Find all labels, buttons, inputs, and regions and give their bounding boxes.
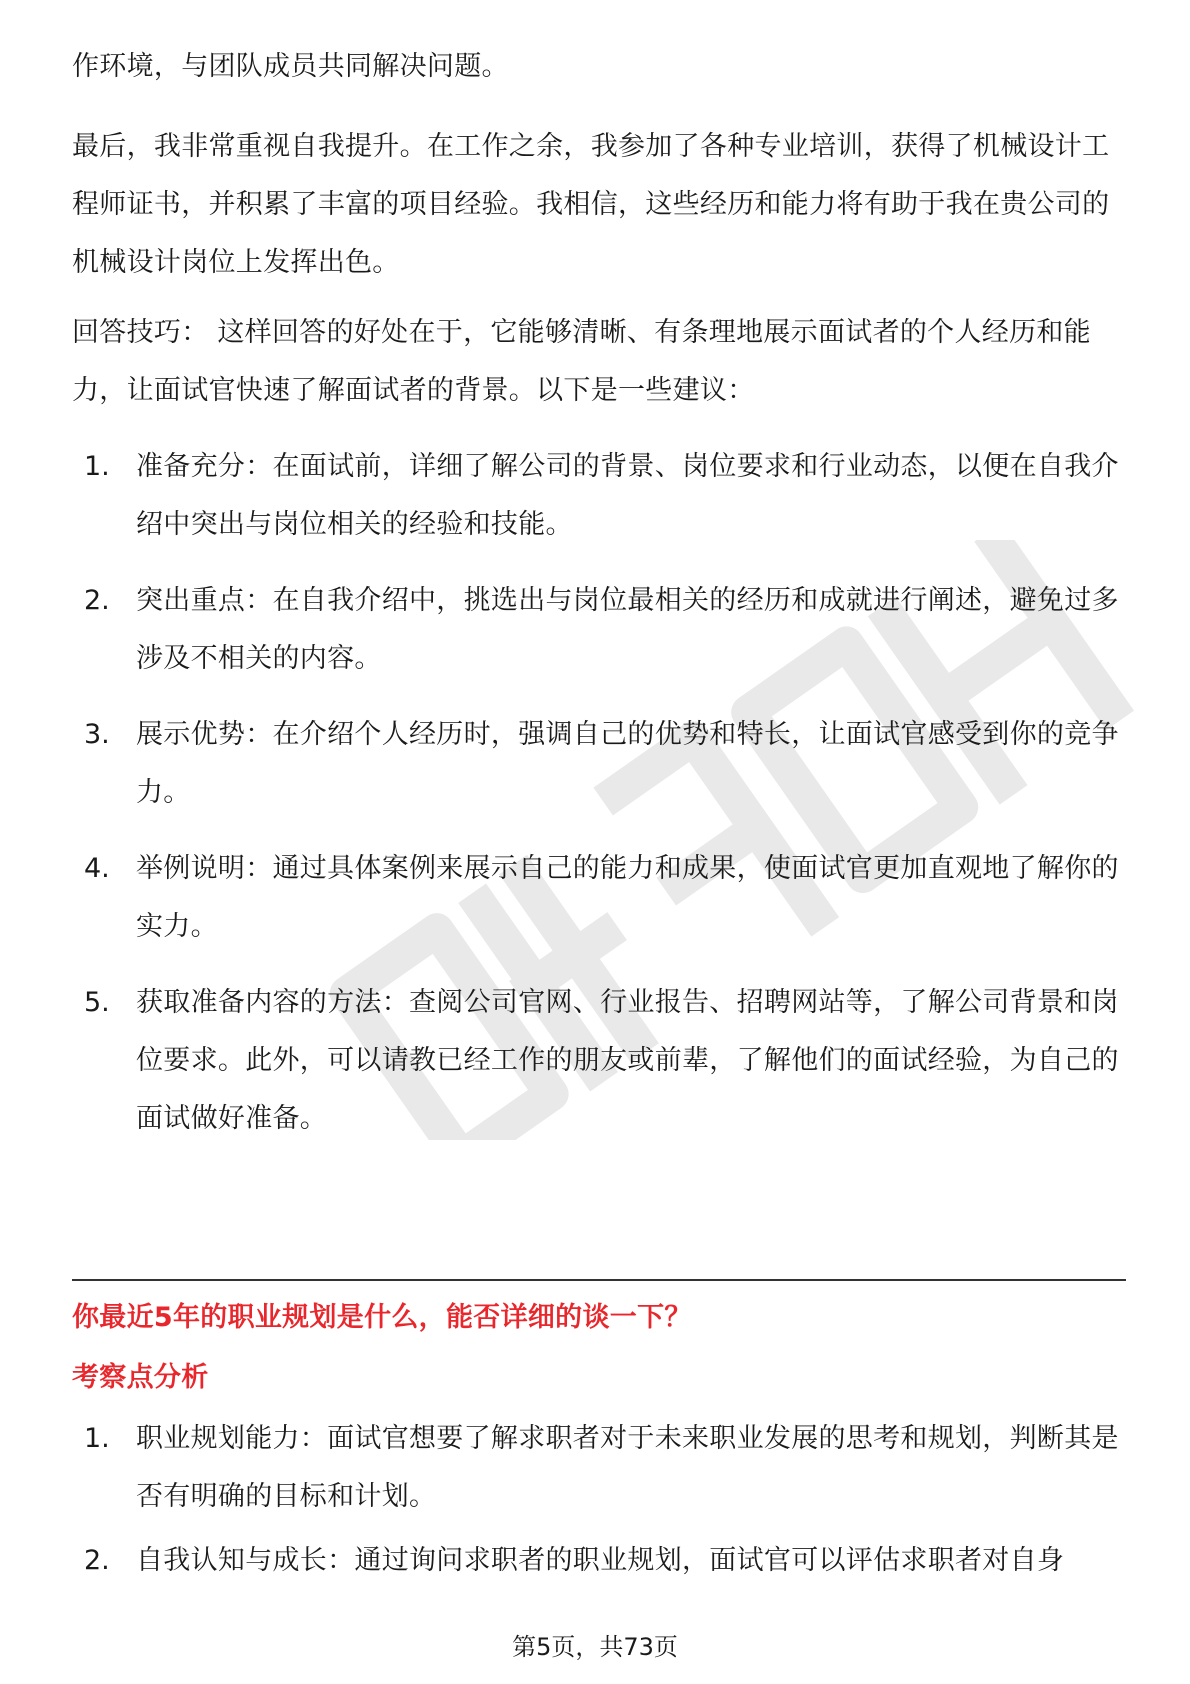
list-number: 3.	[84, 719, 110, 750]
list-number: 5.	[84, 987, 110, 1018]
list-number: 2.	[84, 1545, 110, 1576]
list-text: 准备充分：在面试前，详细了解公司的背景、岗位要求和行业动态，以便在自我介绍中突出与岗位相关的经验和技能。	[136, 451, 1119, 540]
list-text: 展示优势：在介绍个人经历时，强调自己的优势和特长，让面试官感受到你的竞争力。	[136, 719, 1119, 808]
paragraph-self-improvement: 最后，我非常重视自我提升。在工作之余，我参加了各种专业培训，获得了机械设计工程师证书，并积累了丰富的项目经验。我相信，这些经历和能力将有助于我在贵公司的机械设计岗位上发挥出色。	[72, 131, 1110, 278]
list-text: 获取准备内容的方法：查阅公司官网、行业报告、招聘网站等，了解公司背景和岗位要求。此外，可以请教已经工作的朋友或前辈，了解他们的面试经验，为自己的面试做好准备。	[136, 987, 1119, 1134]
list-number: 1.	[84, 451, 110, 482]
list-number: 4.	[84, 853, 110, 884]
paragraph-answer-tips: 回答技巧： 这样回答的好处在于，它能够清晰、有条理地展示面试者的个人经历和能力，让面试官快速了解面试者的背景。以下是一些建议：	[72, 317, 1091, 406]
list-number: 1.	[84, 1423, 110, 1454]
paragraph-continuation: 作环境，与团队成员共同解决问题。	[72, 51, 509, 82]
list-number: 2.	[84, 585, 110, 616]
list-text: 突出重点：在自我介绍中，挑选出与岗位最相关的经历和成就进行阐述，避免过多涉及不相关的内容。	[136, 585, 1119, 674]
question-title: 你最近5年的职业规划是什么，能否详细的谈一下？	[72, 1302, 692, 1333]
list-text: 举例说明：通过具体案例来展示自己的能力和成果，使面试官更加直观地了解你的实力。	[136, 853, 1119, 942]
page-number: 第5页，共73页	[512, 1633, 678, 1661]
analysis-heading: 考察点分析	[72, 1362, 209, 1393]
list-text: 自我认知与成长：通过询问求职者的职业规划，面试官可以评估求职者对自身	[136, 1545, 1065, 1576]
section-divider	[72, 1279, 1126, 1281]
list-text: 职业规划能力：面试官想要了解求职者对于未来职业发展的思考和规划，判断其是否有明确的目标和计划。	[136, 1423, 1119, 1512]
